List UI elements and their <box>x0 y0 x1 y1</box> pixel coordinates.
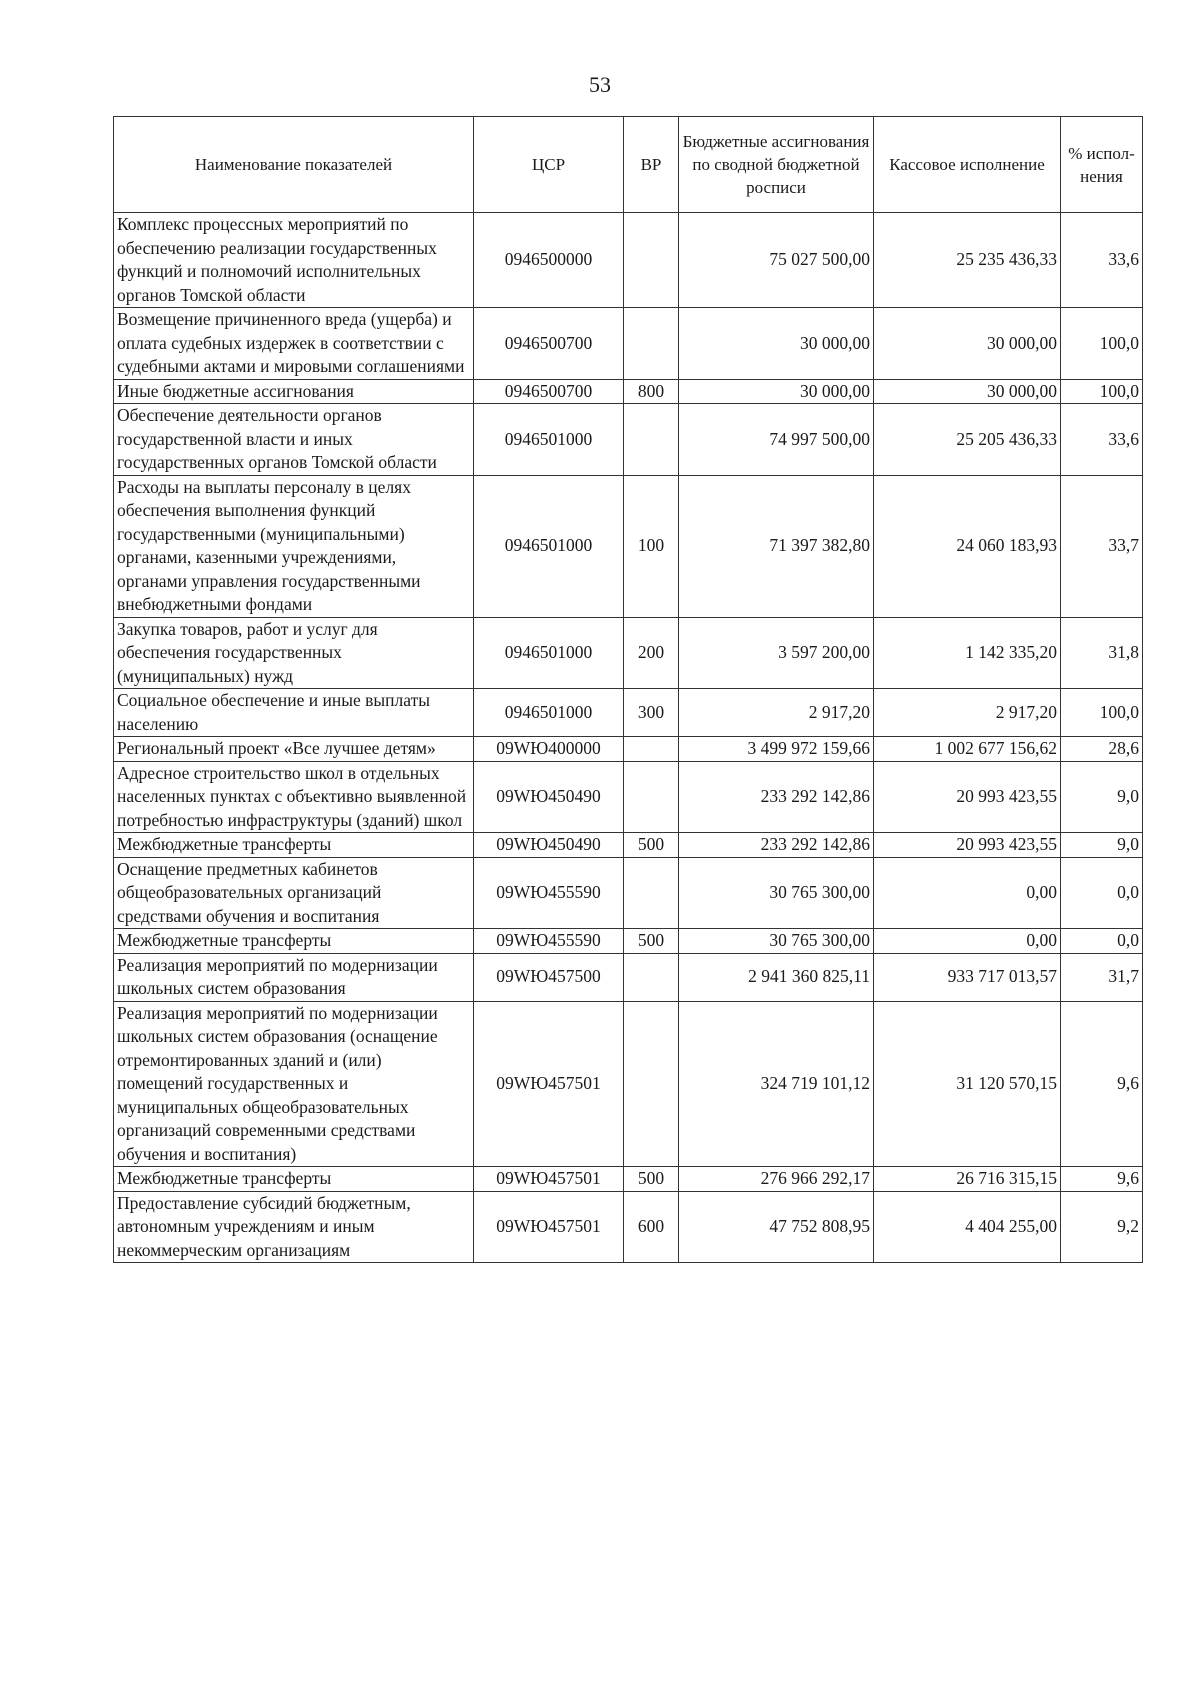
row-csr: 09WЮ450490 <box>474 761 624 833</box>
table-row <box>114 953 1143 1001</box>
row-percent: 9,2 <box>1061 1191 1143 1263</box>
row-budget: 30 000,00 <box>679 379 874 404</box>
row-csr: 09WЮ455590 <box>474 929 624 954</box>
row-budget: 75 027 500,00 <box>679 213 874 308</box>
row-csr: 0946501000 <box>474 689 624 737</box>
table-row <box>114 761 1143 833</box>
header-vr: ВР <box>624 117 679 213</box>
table-header-row <box>114 117 1143 213</box>
row-cash: 24 060 183,93 <box>874 475 1061 617</box>
row-vr: 200 <box>624 617 679 689</box>
header-cash: Кассовое исполнение <box>874 117 1061 213</box>
table-row <box>114 1001 1143 1167</box>
row-budget: 3 597 200,00 <box>679 617 874 689</box>
row-cash: 26 716 315,15 <box>874 1167 1061 1192</box>
table-row <box>114 404 1143 476</box>
page-number: 53 <box>589 72 611 97</box>
row-vr: 300 <box>624 689 679 737</box>
row-vr: 500 <box>624 833 679 858</box>
row-name: Расходы на выплаты персоналу в целях обеспечения выполнения функций государственными (муниципальными) органами, казенными учреждениями, органами управления государственными внебюджетными фондами <box>114 475 474 617</box>
row-budget: 47 752 808,95 <box>679 1191 874 1263</box>
row-percent: 9,0 <box>1061 833 1143 858</box>
row-cash: 2 917,20 <box>874 689 1061 737</box>
header-name: Наименование показателей <box>114 117 474 213</box>
row-vr <box>624 857 679 929</box>
table-row <box>114 213 1143 308</box>
row-cash: 1 142 335,20 <box>874 617 1061 689</box>
row-name: Предоставление субсидий бюджетным, автономным учреждениям и иным некоммерческим организациям <box>114 1191 474 1263</box>
row-name: Иные бюджетные ассигнования <box>114 379 474 404</box>
budget-table <box>113 116 1143 1263</box>
table-row <box>114 689 1143 737</box>
row-budget: 30 000,00 <box>679 308 874 380</box>
row-name: Межбюджетные трансферты <box>114 1167 474 1192</box>
row-csr: 09WЮ457500 <box>474 953 624 1001</box>
row-vr: 500 <box>624 1167 679 1192</box>
table-row <box>114 1191 1143 1263</box>
row-name: Обеспечение деятельности органов государственной власти и иных государственных органов Томской области <box>114 404 474 476</box>
row-name: Реализация мероприятий по модернизации школьных систем образования (оснащение отремонтированных зданий и (или) помещений государственных и муниципальных общеобразовательных организаций современными средствами обучения и воспитания) <box>114 1001 474 1167</box>
row-percent: 33,6 <box>1061 404 1143 476</box>
row-budget: 276 966 292,17 <box>679 1167 874 1192</box>
row-csr: 09WЮ457501 <box>474 1167 624 1192</box>
row-name: Межбюджетные трансферты <box>114 833 474 858</box>
row-vr <box>624 953 679 1001</box>
row-percent: 31,8 <box>1061 617 1143 689</box>
row-percent: 9,6 <box>1061 1167 1143 1192</box>
row-percent: 100,0 <box>1061 689 1143 737</box>
row-budget: 2 917,20 <box>679 689 874 737</box>
table-row <box>114 929 1143 954</box>
row-csr: 09WЮ450490 <box>474 833 624 858</box>
row-cash: 30 000,00 <box>874 379 1061 404</box>
row-percent: 0,0 <box>1061 857 1143 929</box>
row-name: Региональный проект «Все лучшее детям» <box>114 737 474 762</box>
row-vr <box>624 1001 679 1167</box>
row-budget: 71 397 382,80 <box>679 475 874 617</box>
row-cash: 25 205 436,33 <box>874 404 1061 476</box>
table-row <box>114 1167 1143 1192</box>
row-name: Адресное строительство школ в отдельных населенных пунктах с объективно выявленной потребностью инфраструктуры (зданий) школ <box>114 761 474 833</box>
row-csr: 09WЮ457501 <box>474 1001 624 1167</box>
row-name: Межбюджетные трансферты <box>114 929 474 954</box>
table-row <box>114 308 1143 380</box>
header-percent: % испол-нения <box>1061 117 1143 213</box>
row-budget: 74 997 500,00 <box>679 404 874 476</box>
row-csr: 09WЮ400000 <box>474 737 624 762</box>
row-vr: 500 <box>624 929 679 954</box>
row-budget: 30 765 300,00 <box>679 929 874 954</box>
row-csr: 0946500000 <box>474 213 624 308</box>
row-percent: 9,0 <box>1061 761 1143 833</box>
row-percent: 31,7 <box>1061 953 1143 1001</box>
row-cash: 0,00 <box>874 857 1061 929</box>
row-csr: 09WЮ457501 <box>474 1191 624 1263</box>
row-vr <box>624 737 679 762</box>
row-vr: 100 <box>624 475 679 617</box>
row-budget: 324 719 101,12 <box>679 1001 874 1167</box>
row-name: Возмещение причиненного вреда (ущерба) и оплата судебных издержек в соответствии с судебными актами и мировыми соглашениями <box>114 308 474 380</box>
table-row <box>114 617 1143 689</box>
row-vr <box>624 213 679 308</box>
row-csr: 0946500700 <box>474 379 624 404</box>
row-csr: 0946501000 <box>474 404 624 476</box>
row-percent: 9,6 <box>1061 1001 1143 1167</box>
row-cash: 1 002 677 156,62 <box>874 737 1061 762</box>
row-budget: 2 941 360 825,11 <box>679 953 874 1001</box>
row-cash: 20 993 423,55 <box>874 761 1061 833</box>
row-cash: 933 717 013,57 <box>874 953 1061 1001</box>
row-vr <box>624 404 679 476</box>
row-name: Закупка товаров, работ и услуг для обеспечения государственных (муниципальных) нужд <box>114 617 474 689</box>
row-cash: 20 993 423,55 <box>874 833 1061 858</box>
header-csr: ЦСР <box>474 117 624 213</box>
row-name: Реализация мероприятий по модернизации школьных систем образования <box>114 953 474 1001</box>
row-cash: 4 404 255,00 <box>874 1191 1061 1263</box>
row-vr: 800 <box>624 379 679 404</box>
row-budget: 3 499 972 159,66 <box>679 737 874 762</box>
table-row <box>114 857 1143 929</box>
table-row <box>114 475 1143 617</box>
row-vr <box>624 761 679 833</box>
row-percent: 100,0 <box>1061 308 1143 380</box>
row-vr <box>624 308 679 380</box>
row-csr: 09WЮ455590 <box>474 857 624 929</box>
row-name: Оснащение предметных кабинетов общеобразовательных организаций средствами обучения и воспитания <box>114 857 474 929</box>
row-csr: 0946501000 <box>474 475 624 617</box>
row-budget: 233 292 142,86 <box>679 761 874 833</box>
table-row <box>114 379 1143 404</box>
row-budget: 30 765 300,00 <box>679 857 874 929</box>
row-vr: 600 <box>624 1191 679 1263</box>
row-csr: 0946501000 <box>474 617 624 689</box>
row-csr: 0946500700 <box>474 308 624 380</box>
row-percent: 0,0 <box>1061 929 1143 954</box>
row-cash: 30 000,00 <box>874 308 1061 380</box>
row-cash: 0,00 <box>874 929 1061 954</box>
row-name: Комплекс процессных мероприятий по обеспечению реализации государственных функций и полномочий исполнительных органов Томской области <box>114 213 474 308</box>
row-name: Социальное обеспечение и иные выплаты населению <box>114 689 474 737</box>
row-budget: 233 292 142,86 <box>679 833 874 858</box>
row-cash: 31 120 570,15 <box>874 1001 1061 1167</box>
row-cash: 25 235 436,33 <box>874 213 1061 308</box>
table-row <box>114 737 1143 762</box>
header-budget: Бюджетные ассигнования по сводной бюджетной росписи <box>679 117 874 213</box>
row-percent: 33,7 <box>1061 475 1143 617</box>
table-row <box>114 833 1143 858</box>
row-percent: 28,6 <box>1061 737 1143 762</box>
row-percent: 33,6 <box>1061 213 1143 308</box>
row-percent: 100,0 <box>1061 379 1143 404</box>
